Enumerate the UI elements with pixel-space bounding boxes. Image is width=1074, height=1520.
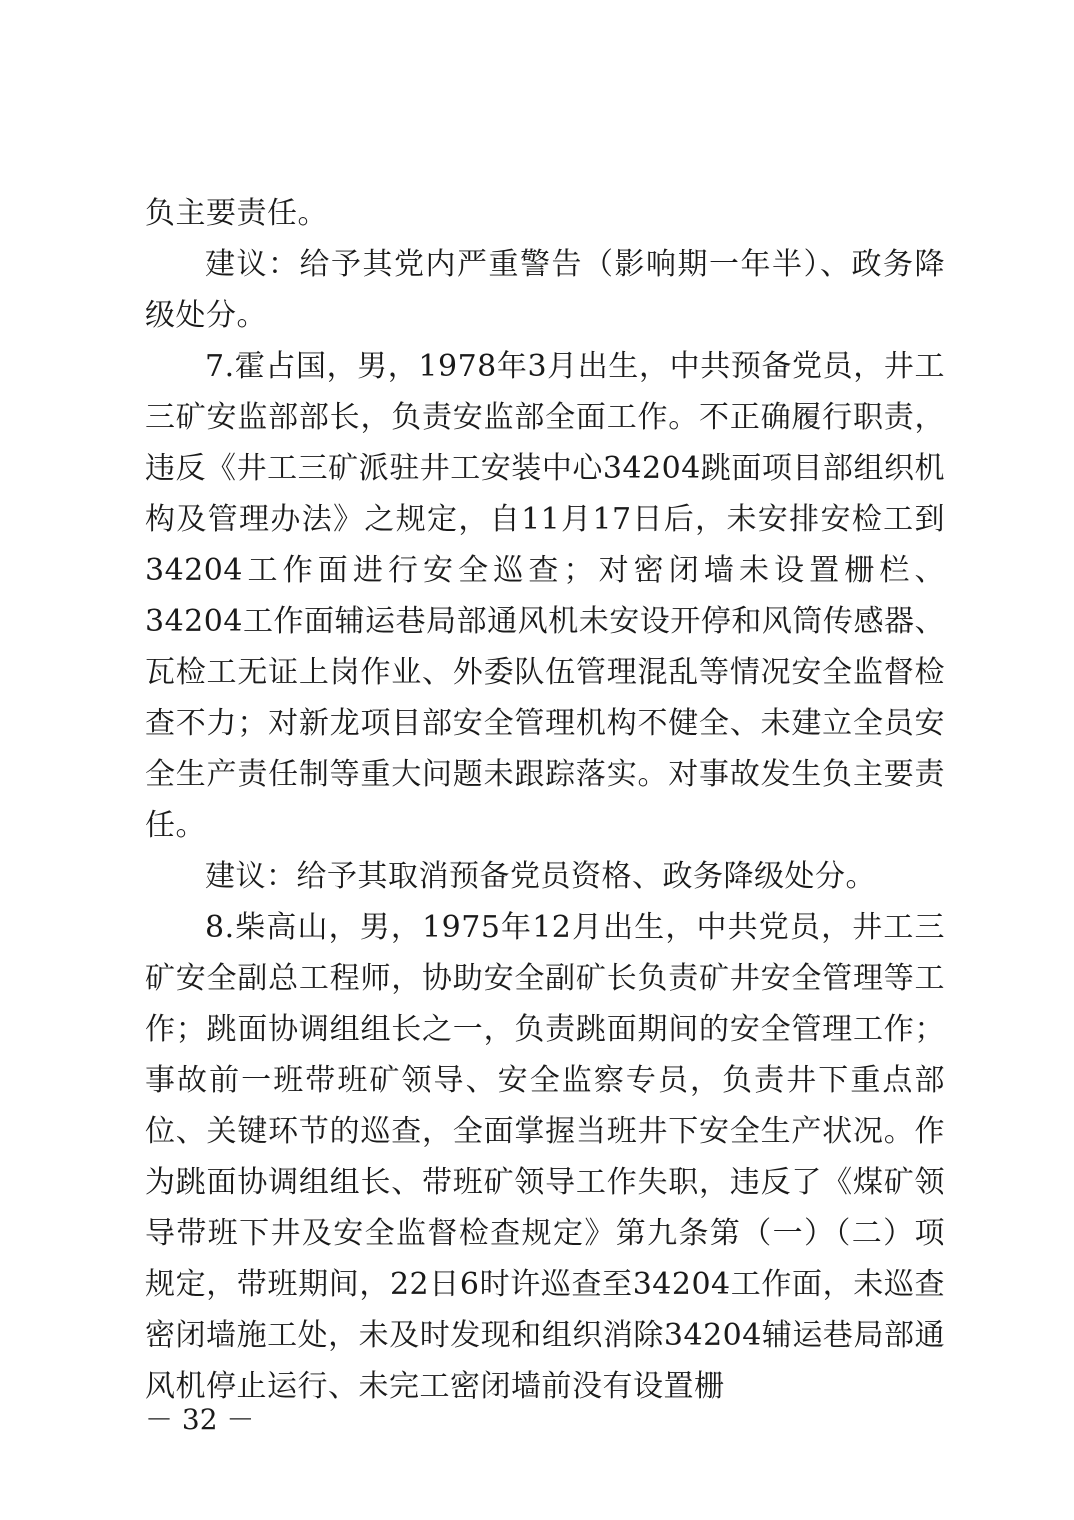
paragraph-5: 8.柴高山，男，1975年12月出生，中共党员，井工三矿安全副总工程师，协助安全副矿长负责矿井安全管理等工作；跳面协调组组长之一，负责跳面期间的安全管理工作；事故前一班带班矿领导、安全监察专员，负责井下重点部位、关键环节的巡查，全面掌握当班井下安全生产状况。作为跳面协调组组长、带班矿领导工作失职，违反了《煤矿领导带班下井及安全监督检查规定》第九条第（一）（二）项规定，带班期间，22日6时许巡查至34204工作面，未巡查密闭墙施工处，未及时发现和组织消除34204辅运巷局部通风机停止运行、未完工密闭墙前没有设置栅: [145, 910, 945, 1404]
paragraph-4: 建议：给予其取消预备党员资格、政务降级处分。: [205, 859, 876, 894]
paragraph-1: 负主要责任。: [145, 196, 328, 231]
document-body: [145, 188, 945, 1412]
paragraph-2: 建议：给予其党内严重警告（影响期一年半）、政务降级处分。: [145, 247, 945, 333]
paragraph-3: 7.霍占国，男，1978年3月出生，中共预备党员，井工三矿安监部部长，负责安监部全面工作。不正确履行职责，违反《井工三矿派驻井工安装中心34204跳面项目部组织机构及管理办法》之规定，自11月17日后，未安排安检工到34204工作面进行安全巡查；对密闭墙未设置栅栏、34204工作面辅运巷局部通风机未安设开停和风筒传感器、瓦检工无证上岗作业、外委队伍管理混乱等情况安全监督检查不力；对新龙项目部安全管理机构不健全、未建立全员安全生产责任制等重大问题未跟踪落实。对事故发生负主要责任。: [145, 349, 945, 843]
page-number: － 32 －: [145, 1403, 255, 1436]
